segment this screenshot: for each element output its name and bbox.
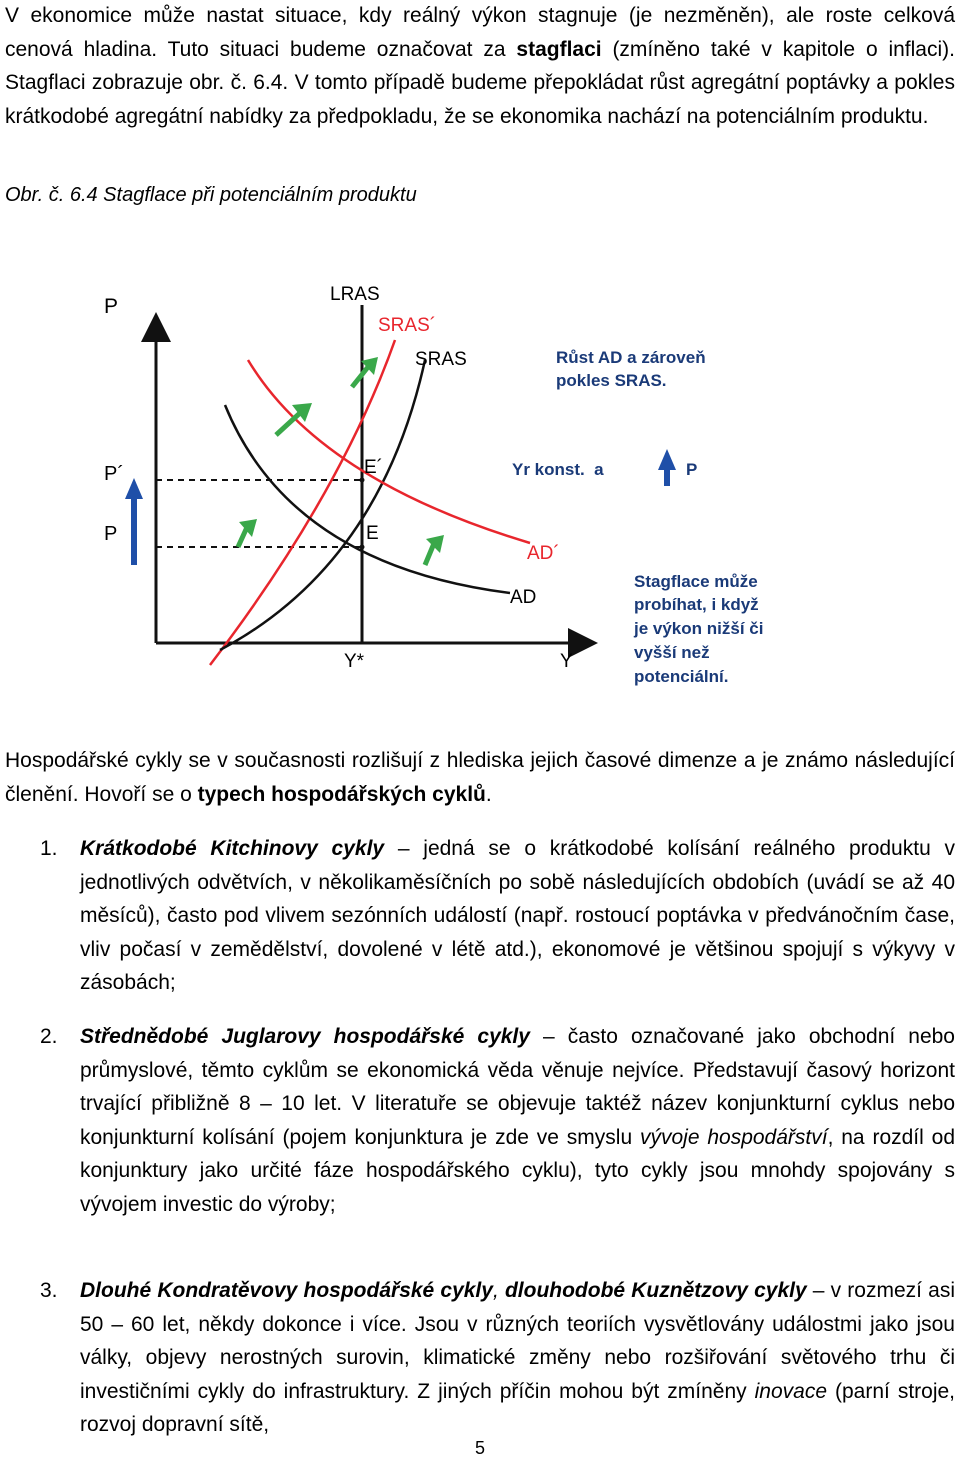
note-top-line-2: pokles SRAS.	[556, 371, 667, 390]
list-item-title-a: Dlouhé Kondratěvovy hospodářské cykly	[80, 1279, 493, 1302]
note-bottom-line-4: vyšší než	[634, 643, 710, 662]
sras-curve	[220, 360, 425, 650]
page-number: 5	[474, 1438, 485, 1458]
note-bottom	[633, 572, 768, 686]
list-item-body	[80, 832, 955, 1000]
list-item-italic: inovace	[754, 1379, 827, 1403]
list-item-title: Střednědobé Juglarovy hospodářské cykly	[80, 1025, 530, 1048]
note-mid-p: P	[686, 460, 698, 479]
list-item-text: – jedná se o krátkodobé kolísání reálného produktu v jednotlivých odvětvích, v několikaměsíčních po sobě následujících obdobích (uvádí se až 40 měsíců), často pod vlivem sezónních událostí (např. rostoucí poptávka v předvánočním čase, vliv počasí v zemědělství, dovolené v létě atd.), ekonomové je většinou spojují s výkyvy v zásobách;	[80, 837, 956, 994]
ad-prime-label: AD´	[527, 543, 560, 564]
e-label: E	[366, 523, 379, 544]
ad-curve	[225, 405, 510, 593]
sras-label: SRAS	[415, 349, 467, 370]
lras-label: LRAS	[330, 284, 380, 305]
list-item-text-b: , na rozdíl od konjunktury jako určité fáze hospodářského cyklu), tyto cykly jsou mnohdy spojovány s vývojem investic do výroby;	[80, 1125, 955, 1216]
p-prime-label: P´	[104, 463, 124, 485]
note-top-line-1: Růst AD a zároveň	[556, 348, 706, 367]
list-item	[5, 1020, 955, 1221]
price-rise-arrow-right	[658, 449, 676, 486]
cycles-intro-end: .	[485, 782, 492, 806]
y-star-label: Y*	[344, 651, 365, 672]
e-prime-point	[360, 478, 365, 483]
list-item-text-a: – v rozmezí asi 50 – 60 let, někdy dokonce i více. Jsou v různých teoriích vysvětlovány událostmi jako jsou války, objevy nerostných surovin, klimatické změny nebo rozšiřování světového trhu či investičními cykly do infrastruktury. Z jiných příčin mohou být zmíněny	[80, 1279, 955, 1403]
e-prime-label: E´	[364, 457, 383, 478]
list-item-text-a: – často označované jako obchodní nebo průmyslové, těmto cyklům se ekonomická věda věnuje nejvíce. Představují časový horizont trvající přibližně 8 – 10 let. V literatuře se objevuje taktéž název konjunkturní cyklus nebo konjunkturní kolísání (pojem konjunktura je zde ve smyslu	[80, 1025, 955, 1149]
list-item-text-b: (parní stroje, rozvoj dopravní sítě,	[80, 1379, 955, 1436]
note-bottom-line-5: potenciální.	[634, 667, 729, 686]
list-item-number: 3.	[40, 1279, 58, 1302]
price-rise-arrow-left	[125, 478, 143, 565]
ad-label: AD	[510, 587, 537, 608]
sras-prime-label: SRAS´	[378, 315, 437, 336]
intro-text-1: V ekonomice může nastat situace, kdy reálný výkon stagnuje (je nezměněn), ale roste celková cenová hladina. Tuto situaci budeme označovat za	[5, 4, 955, 61]
list-item-italic: vývoje hospodářství	[639, 1125, 828, 1149]
stagflation-figure	[90, 275, 790, 700]
intro-text-2: (zmíněno také v kapitole o inflaci). Stagflaci zobrazuje obr. č. 6.4. V tomto případě budeme přepokládat růst agregátní poptávky a pokles krátkodobé agregátní nabídky za předpokladu, že se ekonomika nachází na potenciálním produktu.	[5, 37, 955, 128]
cycles-intro-bold: typech hospodářských cyklů	[197, 782, 486, 806]
cycle-types-list-2	[5, 1020, 955, 1221]
figure-caption: Obr. č. 6.4 Stagflace při potenciálním produktu	[5, 184, 417, 206]
note-bottom-line-2: probíhat, i když	[634, 595, 759, 614]
note-bottom-line-1: Stagflace může	[634, 572, 758, 591]
list-item	[5, 832, 955, 1000]
cycles-intro-text: Hospodářské cykly se v současnosti rozlišují z hlediska jejich časové dimenze a je známo následující členění. Hovoří se o	[5, 749, 955, 806]
note-bottom-line-3: je výkon nižší či	[634, 619, 764, 638]
cycle-types-list-3	[5, 1274, 955, 1442]
sras-prime-curve	[210, 340, 395, 665]
cycle-types-list	[5, 832, 955, 1000]
p-axis-label: P	[104, 295, 119, 318]
list-item-title-sep: ,	[492, 1279, 505, 1302]
cycles-intro-paragraph	[5, 744, 955, 811]
list-item-number: 1.	[40, 837, 58, 860]
note-top	[556, 348, 710, 390]
list-item-body	[80, 1274, 955, 1442]
ad-shift-arrows	[238, 519, 444, 565]
y-axis-label: Y	[560, 651, 573, 672]
list-item-number: 2.	[40, 1025, 58, 1048]
list-item-title-b: dlouhodobé Kuznětzovy cykly	[504, 1279, 807, 1302]
intro-paragraph	[5, 0, 955, 133]
intro-bold-term: stagflaci	[516, 37, 602, 61]
stagflation-diagram	[90, 275, 790, 700]
list-item	[5, 1274, 955, 1442]
list-item-body	[80, 1020, 955, 1221]
note-mid-text: Yr konst. a	[512, 460, 604, 479]
p-label: P	[104, 523, 118, 545]
e-point	[360, 545, 365, 550]
ad-prime-curve	[248, 360, 530, 543]
list-item-title: Krátkodobé Kitchinovy cykly	[80, 837, 385, 860]
